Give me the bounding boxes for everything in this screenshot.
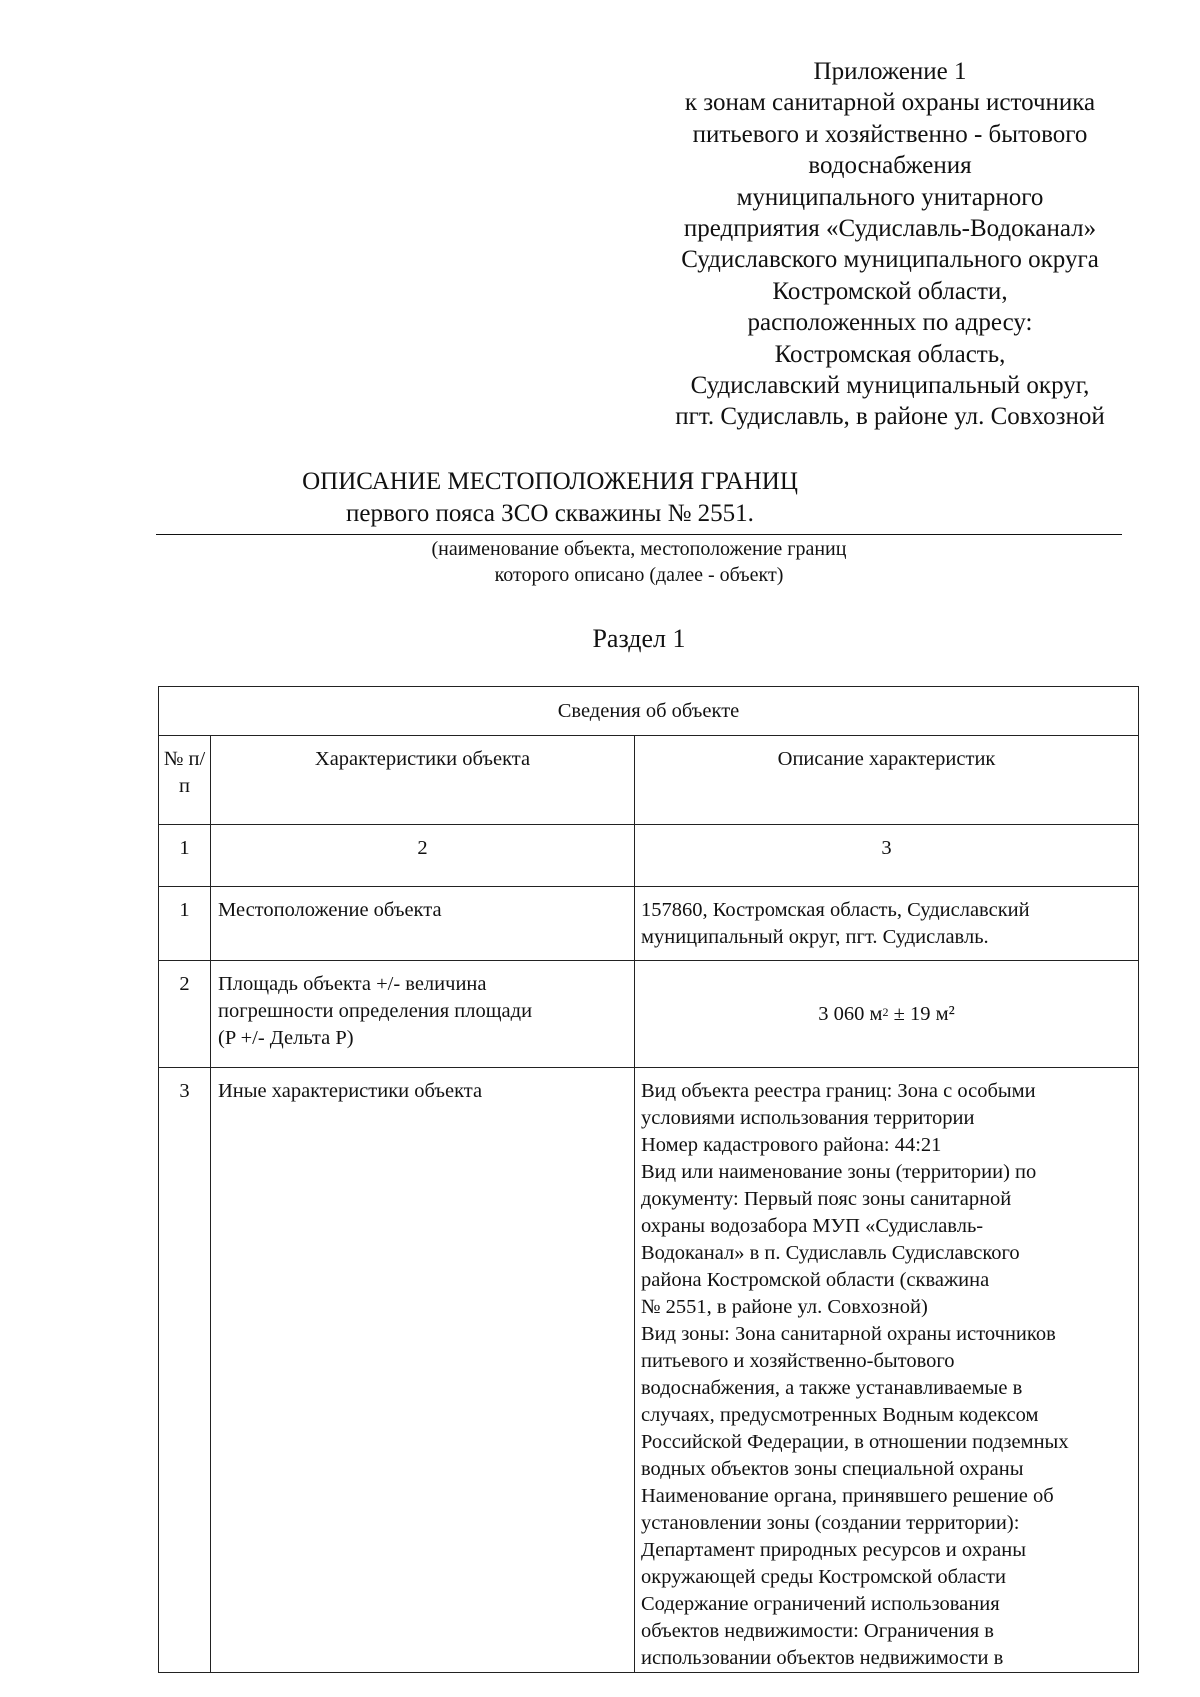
appendix-line: предприятия «Судиславль-Водоканал» (683, 215, 1097, 243)
description-line: № 2551, в районе ул. Совхозной) (641, 1296, 928, 1318)
description-line: муниципальный округ, пгт. Судиславль. (641, 926, 989, 948)
caption-line: которого описано (далее - объект) (494, 564, 784, 586)
document-subtitle: первого пояса ЗСО скважины № 2551. (346, 500, 754, 527)
description-line: охраны водозабора МУП «Судиславль- (641, 1215, 984, 1237)
area-tolerance: ± 19 м² (888, 1002, 955, 1025)
description-line: Вид объекта реестра границ: Зона с особыми (641, 1080, 1036, 1102)
appendix-line: Судиславского муниципального округа (681, 246, 1099, 274)
description-line: района Костромской области (скважина (641, 1269, 990, 1291)
description-line: Департамент природных ресурсов и охраны (641, 1539, 1026, 1561)
title-underline (156, 534, 1122, 535)
appendix-line: пгт. Судиславль, в районе ул. Совхозной (675, 403, 1105, 431)
column-index: 3 (635, 825, 1139, 887)
header-number: № п/п (159, 736, 211, 825)
description-line: установлении зоны (создании территории): (641, 1512, 1020, 1534)
appendix-header (640, 56, 1140, 433)
header-description: Описание характеристик (635, 736, 1139, 825)
row-characteristic (211, 961, 635, 1068)
description-line: случаях, предусмотренных Водным кодексом (641, 1404, 1039, 1426)
appendix-line: питьевого и хозяйственно - бытового (692, 120, 1088, 148)
area-main: 3 060 м (818, 1002, 883, 1025)
row-number: 2 (159, 961, 211, 1068)
description-line: документу: Первый пояс зоны санитарной (641, 1188, 1012, 1210)
description-line: Вид зоны: Зона санитарной охраны источников (641, 1323, 1056, 1345)
description-line: Водоканал» в п. Судиславль Судиславского (641, 1242, 1020, 1264)
object-caption (156, 536, 1122, 588)
description-line: объектов недвижимости: Ограничения в (641, 1620, 994, 1642)
column-index: 2 (211, 825, 635, 887)
characteristic-line: (P +/- Дельта P) (218, 1027, 354, 1049)
description-line: Содержание ограничений использования (641, 1593, 1000, 1615)
description-line: 157860, Костромская область, Судиславский (641, 899, 1030, 921)
table-row (159, 961, 1139, 1068)
row-characteristic: Иные характеристики объекта (211, 1068, 635, 1673)
description-line: Российской Федерации, в отношении подземных (641, 1431, 1069, 1453)
description-line: окружающей среды Костромской области (641, 1566, 1006, 1588)
area-superscript: 2 (882, 1004, 889, 1019)
row-description (635, 887, 1139, 961)
appendix-line: муниципального унитарного (736, 183, 1044, 211)
table-row (159, 887, 1139, 961)
description-line: питьевого и хозяйственно-бытового (641, 1350, 955, 1372)
description-line: условиями использования территории (641, 1107, 975, 1129)
appendix-line: Костромская область, (774, 340, 1006, 368)
appendix-line: расположенных по адресу: (747, 309, 1033, 337)
description-line: использовании объектов недвижимости в (641, 1647, 1004, 1669)
document-title: ОПИСАНИЕ МЕСТОПОЛОЖЕНИЯ ГРАНИЦ (302, 468, 798, 495)
row-description (635, 1068, 1139, 1673)
description-line: водоснабжения, а также устанавливаемые в (641, 1377, 1023, 1399)
description-line: Вид или наименование зоны (территории) по (641, 1161, 1037, 1183)
area-value (635, 961, 1139, 1068)
table-row (159, 1068, 1139, 1673)
caption-line: (наименование объекта, местоположение границ (431, 538, 847, 560)
header-characteristic: Характеристики объекта (211, 736, 635, 825)
column-index-row (159, 825, 1139, 887)
appendix-line: к зонам санитарной охраны источника (684, 89, 1096, 117)
description-line: водных объектов зоны специальной охраны (641, 1458, 1024, 1480)
table-title-row (159, 687, 1139, 736)
section-heading: Раздел 1 (592, 624, 686, 653)
table-title: Сведения об объекте (159, 687, 1139, 736)
description-line: Наименование органа, принявшего решение об (641, 1485, 1054, 1507)
row-number: 3 (159, 1068, 211, 1673)
characteristic-line: Площадь объекта +/- величина (218, 973, 487, 995)
appendix-line: водоснабжения (808, 152, 972, 180)
table-header-row (159, 736, 1139, 825)
column-index: 1 (159, 825, 211, 887)
row-number: 1 (159, 887, 211, 961)
object-info-table (158, 686, 1139, 1673)
appendix-line: Костромской области, (772, 277, 1008, 305)
appendix-line: Судиславский муниципальный округ, (690, 372, 1090, 400)
characteristic-line: погрешности определения площади (218, 1000, 533, 1022)
description-line: Номер кадастрового района: 44:21 (641, 1134, 942, 1156)
row-characteristic: Местоположение объекта (211, 887, 635, 961)
appendix-line: Приложение 1 (813, 58, 967, 85)
